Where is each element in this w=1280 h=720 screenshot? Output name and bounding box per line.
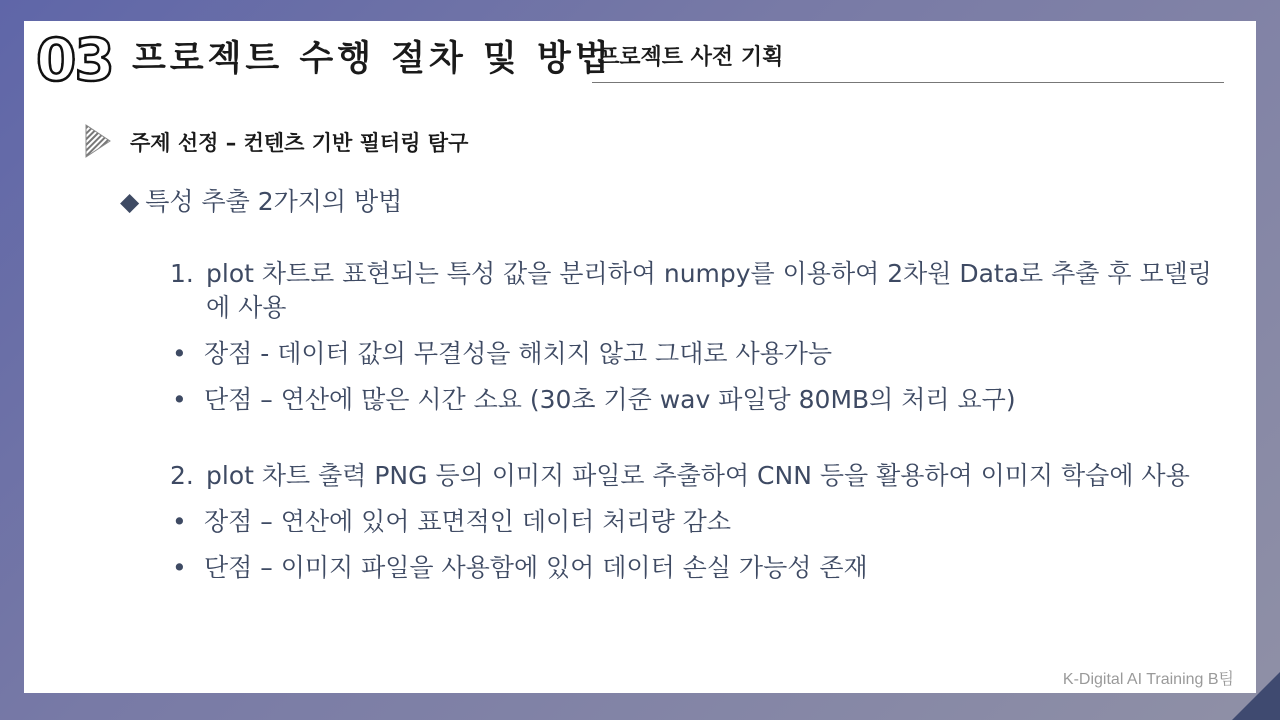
- method-item-text: plot 차트 출력 PNG 등의 이미지 파일로 추출하여 CNN 등을 활용하여 이미지 학습에 사용: [206, 461, 1190, 490]
- topic-heading: 주제 선정 – 컨텐츠 기반 필터링 탐구: [130, 131, 469, 155]
- method-heading-text: 특성 추출 2가지의 방법: [145, 187, 403, 216]
- team-footer: K-Digital AI Training B팀: [1062, 671, 1234, 688]
- section-title: 프로젝트 수행 절차 및 방법: [132, 39, 613, 79]
- bullet-text: 단점 – 연산에 많은 시간 소요 (30초 기준 wav 파일당 80MB의 처리 요구): [204, 385, 1016, 414]
- diamond-bullet-icon: ◆: [120, 187, 140, 216]
- bullet-text: 장점 – 연산에 있어 표면적인 데이터 처리량 감소: [204, 507, 731, 536]
- corner-accent: [1232, 672, 1280, 720]
- method-item-1: [170, 257, 1230, 325]
- hatched-arrow-icon: [84, 123, 112, 159]
- method-item-number: 2.: [170, 461, 194, 490]
- method-list: [170, 257, 1230, 585]
- subtitle-divider: [592, 82, 1224, 83]
- bullet-item: [170, 383, 1230, 417]
- bullet-item: [170, 551, 1230, 585]
- slide: [24, 21, 1256, 693]
- bullet-dot-icon: •: [172, 553, 187, 582]
- section-number: 03: [36, 26, 113, 94]
- method-heading: [120, 185, 402, 219]
- spacer: [170, 417, 1230, 459]
- method-item-2: [170, 459, 1230, 493]
- bullet-dot-icon: •: [172, 507, 187, 536]
- method-item-number: 1.: [170, 259, 194, 288]
- slide-subtitle: 프로젝트 사전 기획: [598, 45, 784, 70]
- method-item-text: plot 차트로 표현되는 특성 값을 분리하여 numpy를 이용하여 2차원 Data로 추출 후 모델링에 사용: [206, 259, 1212, 322]
- bullet-dot-icon: •: [172, 385, 187, 414]
- bullet-item: [170, 505, 1230, 539]
- bullet-item: [170, 337, 1230, 371]
- bullet-text: 단점 – 이미지 파일을 사용함에 있어 데이터 손실 가능성 존재: [204, 553, 868, 582]
- bullet-text: 장점 - 데이터 값의 무결성을 해치지 않고 그대로 사용가능: [204, 339, 833, 368]
- bullet-dot-icon: •: [172, 339, 187, 368]
